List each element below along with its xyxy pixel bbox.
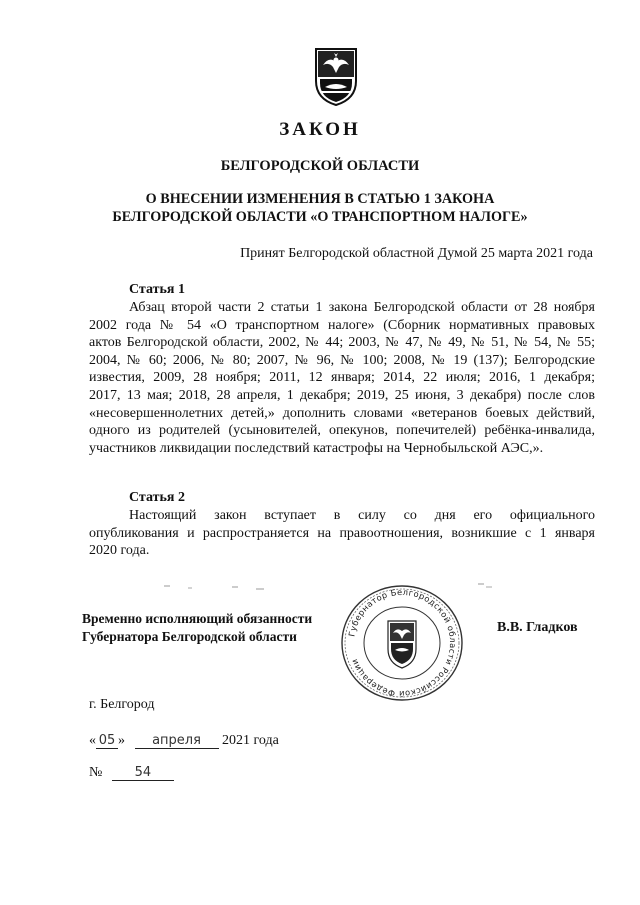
region-title: БЕЛГОРОДСКОЙ ОБЛАСТИ <box>220 158 420 174</box>
article-1-text <box>89 299 595 457</box>
signer-title-line: Губернатора Белгородской области <box>82 629 297 644</box>
article-1-line: «несовершеннолетних детей,» дополнить словами «ветеранов боевых действий, <box>89 405 595 421</box>
adoption-note: Принят Белгородской областной Думой 25 марта 2021 года <box>240 246 593 261</box>
law-subject <box>0 190 640 226</box>
article-1-line: 2002 года № 54 «О транспортном налоге» (Сборник нормативных правовых <box>89 317 595 333</box>
signer-title-line: Временно исполняющий обязанности <box>82 611 313 626</box>
article-1-line: 2004, № 60; 2006, № 80; 2007, № 96, № 100; 2008, № 19 (137); Белгородские <box>89 352 595 368</box>
number-prefix: № <box>89 765 103 780</box>
article-1-line: актов Белгородской области, 2002, № 44; 2003, № 47, № 49, № 51, № 54, № 55; <box>89 335 595 351</box>
signing-date <box>89 733 279 749</box>
date-open-quote: « <box>89 733 96 748</box>
law-number <box>89 765 174 781</box>
law-title: ЗАКОН <box>279 119 361 140</box>
signer-name: В.В. Гладков <box>497 620 578 635</box>
article-2-text <box>89 507 595 560</box>
official-seal-stamp <box>340 583 464 703</box>
city: г. Белгород <box>89 697 155 712</box>
signer-title <box>82 610 312 646</box>
law-subject-line: О ВНЕСЕНИИ ИЗМЕНЕНИЯ В СТАТЬЮ 1 ЗАКОНА <box>145 191 495 207</box>
article-1-line: участников ликвидации последствий катастрофы на Чернобыльской АЭС,». <box>89 440 544 456</box>
date-close-quote: » <box>118 733 125 748</box>
article-2-line: 2020 года. <box>89 543 150 559</box>
date-year: 2021 года <box>222 733 279 748</box>
coat-of-arms-icon <box>313 47 359 107</box>
article-2-line: опубликования и распространяется на правоотношения, возникшие с 1 января <box>89 525 595 541</box>
number-value: 54 <box>112 765 174 781</box>
article-2-heading: Статья 2 <box>129 490 185 505</box>
law-subject-line: БЕЛГОРОДСКОЙ ОБЛАСТИ «О ТРАНСПОРТНОМ НАЛОГЕ» <box>112 209 528 225</box>
date-day: 05 <box>96 733 118 749</box>
date-month: апреля <box>135 733 219 749</box>
article-1-line: 2017, 13 мая; 2018, 28 апреля, 1 декабря; 2019, 25 июня, 3 декабря) после слов <box>89 387 595 403</box>
article-1-heading: Статья 1 <box>129 282 185 297</box>
article-1-line: одного из родителей (усыновителей, опекунов, попечителей) ребёнка-инвалида, <box>89 423 595 439</box>
article-1-line: Абзац второй части 2 статьи 1 закона Белгородской области от 28 ноября <box>129 300 595 315</box>
seal-text: Губернатор Белгородской области Российской Федерации <box>346 586 459 700</box>
article-2-line: Настоящий закон вступает в силу со дня его официального <box>129 508 595 523</box>
article-1-line: известия, 2009, 28 ноября; 2011, 12 января; 2014, 22 июля; 2016, 1 декабря; <box>89 370 595 386</box>
